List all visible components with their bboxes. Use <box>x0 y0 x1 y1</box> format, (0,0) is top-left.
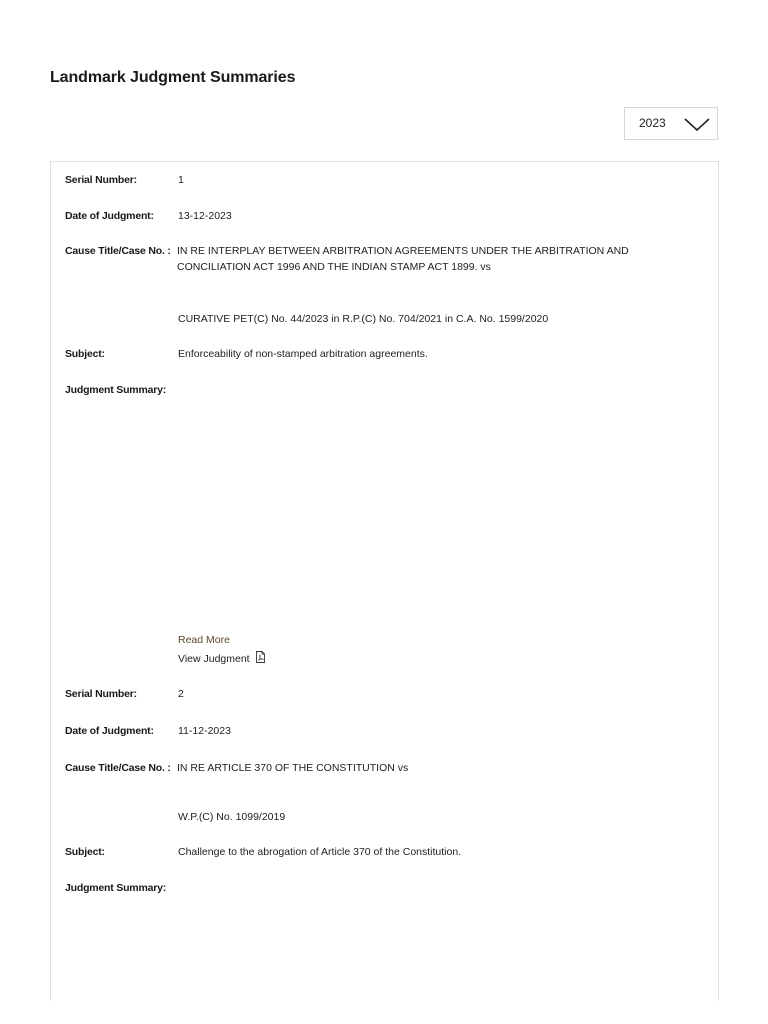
view-judgment-label: View Judgment <box>178 652 250 665</box>
year-select-value: 2023 <box>639 116 666 130</box>
case-number-value: CURATIVE PET(C) No. 44/2023 in R.P.(C) No. 704/2021 in C.A. No. 1599/2020 <box>178 313 549 325</box>
view-judgment-link[interactable] <box>178 651 266 666</box>
date-value: 13-12-2023 <box>178 210 232 222</box>
summary-label: Judgment Summary: <box>65 384 167 396</box>
cause-title-value: IN RE INTERPLAY BETWEEN ARBITRATION AGREEMENTS UNDER THE ARBITRATION AND CONCILIATION ACT 1996 AND THE INDIAN STAMP ACT 1899. vs <box>177 245 629 273</box>
read-more-link[interactable]: Read More <box>178 634 230 646</box>
cause-title-value: IN RE ARTICLE 370 OF THE CONSTITUTION vs <box>177 762 409 774</box>
subject-label: Subject: <box>65 846 105 858</box>
judgment-list <box>50 161 719 1001</box>
subject-label: Subject: <box>65 348 105 360</box>
serial-number-label: Serial Number: <box>65 174 137 186</box>
year-select[interactable] <box>624 107 718 140</box>
cause-title-label: Cause Title/Case No. : <box>65 245 171 257</box>
serial-number-value: 2 <box>178 688 184 700</box>
serial-number-value: 1 <box>178 174 184 186</box>
pdf-icon <box>255 651 266 666</box>
serial-number-label: Serial Number: <box>65 688 137 700</box>
subject-value: Challenge to the abrogation of Article 370 of the Constitution. <box>178 846 462 858</box>
subject-value: Enforceability of non-stamped arbitration agreements. <box>178 348 428 360</box>
page-title: Landmark Judgment Summaries <box>50 69 296 86</box>
chevron-down-icon <box>684 115 710 138</box>
date-label: Date of Judgment: <box>65 210 154 222</box>
case-number-value: W.P.(C) No. 1099/2019 <box>178 811 286 823</box>
summary-label: Judgment Summary: <box>65 882 167 894</box>
date-label: Date of Judgment: <box>65 725 154 737</box>
date-value: 11-12-2023 <box>178 725 231 737</box>
cause-title-label: Cause Title/Case No. : <box>65 762 171 774</box>
